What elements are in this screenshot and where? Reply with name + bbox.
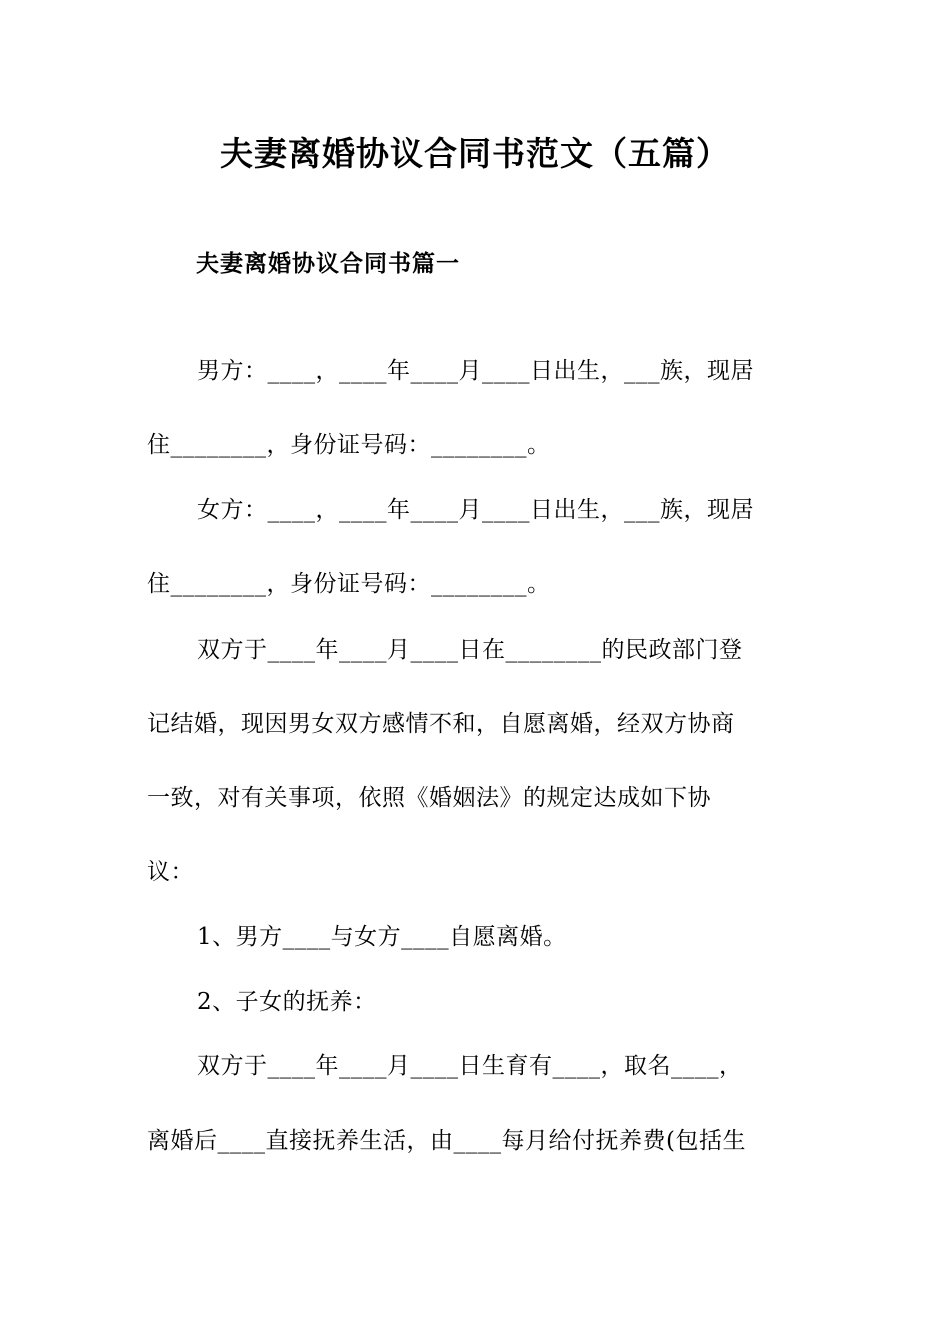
- paragraph-line: 议：: [147, 859, 194, 885]
- paragraph-line: 男方：____，____年____月____日出生，___族，现居: [197, 358, 754, 384]
- document-title: 夫妻离婚协议合同书范文（五篇）: [220, 134, 730, 173]
- section-heading: 夫妻离婚协议合同书篇一: [196, 250, 460, 277]
- paragraph-line: 1、男方____与女方____自愿离婚。: [197, 924, 567, 950]
- paragraph-line: 双方于____年____月____日在________的民政部门登: [197, 637, 743, 663]
- paragraph-line: 女方：____，____年____月____日出生，___族，现居: [197, 497, 754, 523]
- paragraph-line: 离婚后____直接抚养生活，由____每月给付抚养费(包括生: [147, 1128, 746, 1154]
- paragraph-line: 住________，身份证号码：________。: [147, 571, 551, 597]
- paragraph-line: 双方于____年____月____日生育有____，取名____，: [197, 1053, 743, 1079]
- paragraph-line: 住________，身份证号码：________。: [147, 432, 551, 458]
- paragraph-line: 一致，对有关事项，依照《婚姻法》的规定达成如下协: [147, 785, 711, 811]
- paragraph-line: 2、子女的抚养：: [197, 989, 377, 1015]
- paragraph-line: 记结婚，现因男女双方感情不和，自愿离婚，经双方协商: [147, 711, 735, 737]
